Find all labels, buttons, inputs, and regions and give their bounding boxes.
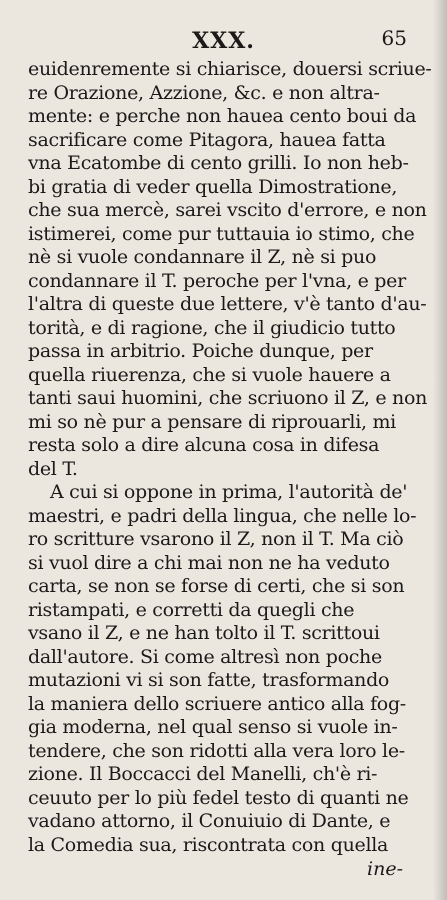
text-line: zione. Il Boccacci del Manelli, ch'è ri- [28,763,378,785]
text-line: la maniera dello scriuere antico alla fog- [28,692,406,715]
text-line: si vuol dire a chi mai non ne ha veduto [28,551,390,574]
text-line: vna Ecatombe di cento grilli. Io non heb- [28,152,409,174]
text-line: ceuuto per lo più fedel testo di quanti ne [28,786,409,809]
text-line: torità, e di ragione, che il giudicio tutto [28,316,396,339]
text-line: l'altra di queste due lettere, v'è tanto d'au- [28,293,427,315]
text-line: istimerei, come pur tuttauia io stimo, che [28,222,415,245]
text-line: che sua mercè, sarei vscito d'errore, e non [28,199,427,221]
text-line: dall'autore. Si come altresì non poche [28,645,382,668]
text-line: del T. [28,457,78,480]
text-line: carta, se non se forse di certi, che si son [28,575,405,597]
text-line: sacrificare come Pitagora, hauea fatta [28,128,386,151]
text-line: vsano il Z, e ne han tolto il T. scrittoui [28,622,380,644]
text-line: euidenremente si chiarisce, douersi scriue- [28,58,432,80]
text-line: condannare il T. peroche per l'vna, e per [28,269,406,292]
paragraph-start-line: A cui si oppone in prima, l'autorità de' [50,481,408,503]
text-line: la Comedia sua, riscontrata con quella [28,833,389,856]
text-line: passa in arbitrio. Poiche dunque, per [28,340,373,362]
text-line: vadano attorno, il Conuiuio di Dante, e [28,810,391,832]
text-line: ristampati, e corretti da quegli che [28,598,355,621]
text-line: nè si vuole condannare il Z, nè si puo [28,246,377,268]
text-line: mi so nè pur a pensare di riprouarli, mi [28,410,396,433]
text-line: quella riuerenza, che si vuole hauere a [28,363,391,386]
text-line: tanti saui huomini, che scriuono il Z, e non [28,387,428,409]
text-line: mente: e perche non hauea cento boui da [28,105,417,127]
chapter-heading: XXX. [192,28,255,54]
page-header [0,28,447,58]
text-line: gia moderna, nel qual senso si vuole in- [28,716,398,738]
text-line: maestri, e padri della lingua, che nelle lo- [28,504,417,527]
page-edge-shadow [433,0,447,900]
catchword: ine- [367,858,403,880]
text-line: bi gratia di veder quella Dimostratione, [28,175,398,198]
text-line: mutazioni vi si son fatte, trasformando [28,669,390,691]
text-line: ro scritture vsarono il Z, non il T. Ma ciò [28,528,404,550]
text-line: tendere, che son ridotti alla vera loro le- [28,739,405,762]
page-number: 65 [381,26,407,50]
text-line: resta solo a dire alcuna cosa in difesa [28,434,380,456]
text-line: re Orazione, Azzione, &c. e non altra- [28,81,380,104]
page-body-text [28,58,432,857]
